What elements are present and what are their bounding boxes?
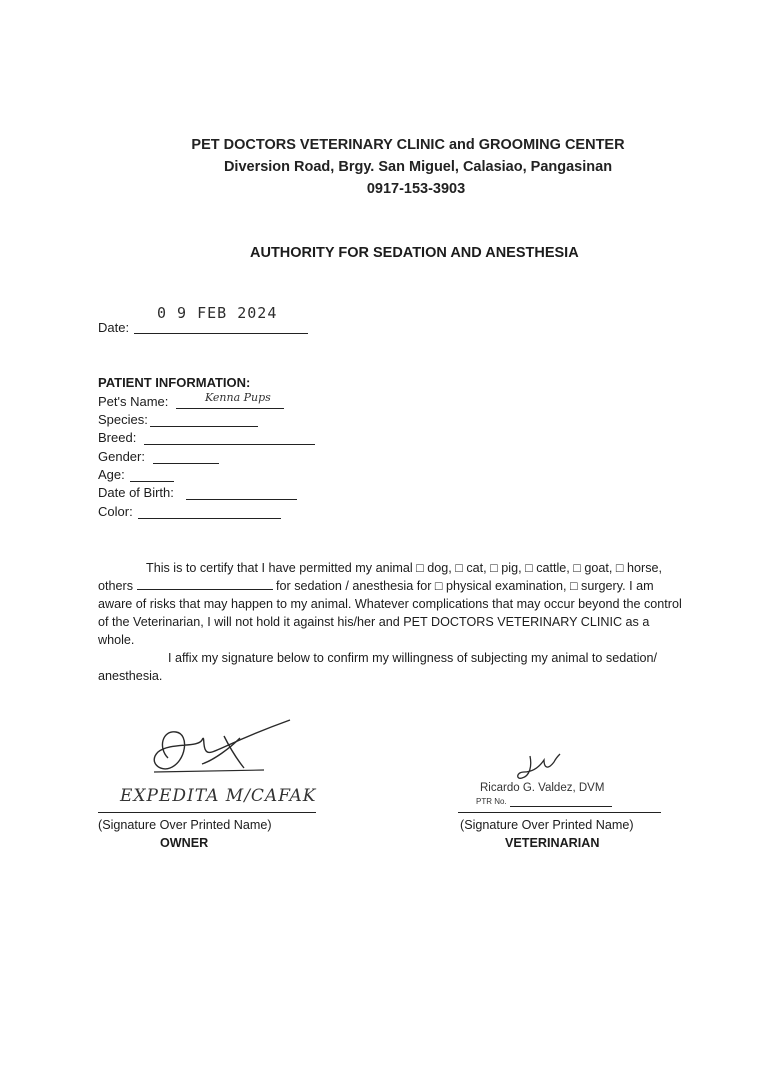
age-line[interactable] xyxy=(130,481,174,482)
vet-stamp-name: Ricardo G. Valdez, DVM xyxy=(480,782,605,794)
vet-signature-caption: (Signature Over Printed Name) xyxy=(460,818,634,832)
gender-label: Gender: xyxy=(98,449,145,464)
consent-text-part2: for sedation / anesthesia for □ physical examination, □ surgery. I am aware of risks that may happen to my animal. Whatever complications that may occur beyond the control of the Veterinarian, I will not hold it against his/her and PET DOCTORS VETERINARY CLINIC as a whole. xyxy=(98,579,682,647)
date-value: 0 9 FEB 2024 xyxy=(157,304,278,322)
breed-label: Breed: xyxy=(98,430,137,445)
ptr-label: PTR No. xyxy=(476,797,507,806)
pet-name-label: Pet's Name: xyxy=(98,394,169,409)
patient-info-heading: PATIENT INFORMATION: xyxy=(98,375,251,390)
owner-signature-icon xyxy=(140,718,300,788)
color-label: Color: xyxy=(98,504,133,519)
breed-line[interactable] xyxy=(144,444,315,445)
ptr-line[interactable] xyxy=(510,806,612,807)
dob-label: Date of Birth: xyxy=(98,485,174,500)
date-label: Date: xyxy=(98,320,130,335)
others-blank[interactable] xyxy=(137,578,273,590)
pet-name-value: Kenna Pups xyxy=(205,391,271,404)
affirmation-text: I affix my signature below to confirm my willingness of subjecting my animal to sedation/ anesthesia. xyxy=(98,651,658,683)
color-line[interactable] xyxy=(138,518,281,519)
owner-signature-caption: (Signature Over Printed Name) xyxy=(98,818,272,832)
vet-signature-line[interactable] xyxy=(458,812,661,813)
owner-signature-line[interactable] xyxy=(98,812,316,813)
dob-line[interactable] xyxy=(186,499,297,500)
owner-printed-name: EXPEDITA M/CAFAK xyxy=(120,786,317,806)
clinic-name: PET DOCTORS VETERINARY CLINIC and GROOMING CENTER xyxy=(191,137,625,153)
date-line[interactable] xyxy=(134,333,308,334)
age-label: Age: xyxy=(98,467,125,482)
clinic-phone: 0917-153-3903 xyxy=(366,181,466,197)
consent-paragraph xyxy=(98,559,688,685)
species-label: Species: xyxy=(98,412,148,427)
species-line[interactable] xyxy=(150,426,258,427)
gender-line[interactable] xyxy=(153,463,219,464)
owner-role: OWNER xyxy=(160,836,209,850)
pet-name-line[interactable] xyxy=(176,408,284,409)
vet-role: VETERINARIAN xyxy=(505,836,600,850)
form-title: AUTHORITY FOR SEDATION AND ANESTHESIA xyxy=(250,245,579,261)
consent-text-part1: This is to certify that I have permitted my animal □ dog, □ cat, □ pig, □ cattle, □ goat, □ horse, others xyxy=(98,561,663,593)
clinic-address: Diversion Road, Brgy. San Miguel, Calasiao, Pangasinan xyxy=(223,159,613,175)
